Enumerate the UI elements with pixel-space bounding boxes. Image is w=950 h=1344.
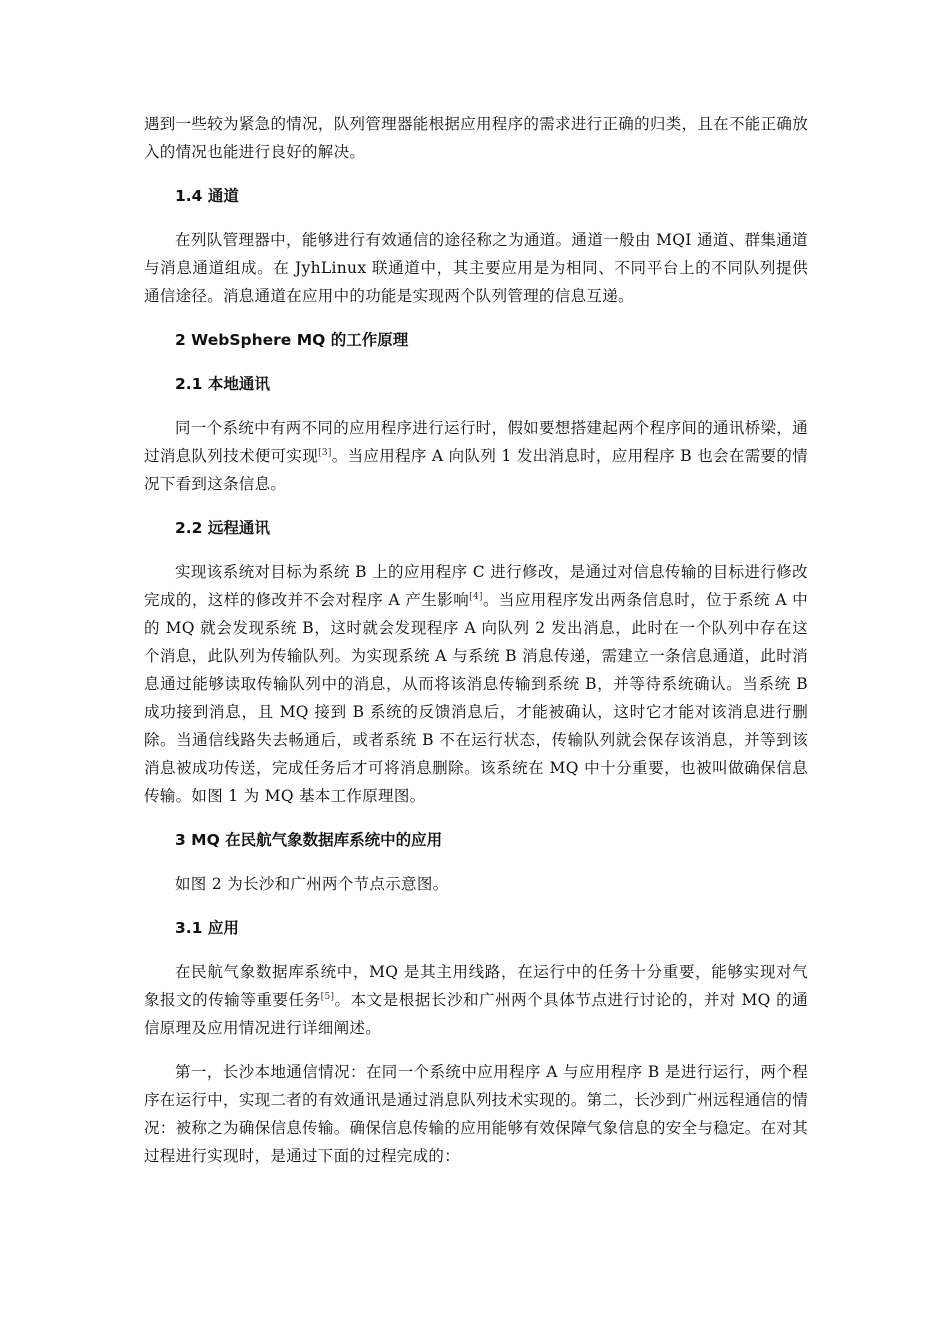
heading-3: 3 MQ 在民航气象数据库系统中的应用 [175, 831, 443, 849]
paragraph-3-1 [144, 958, 808, 1042]
paragraph-2-2-text-b: 。当应用程序发出两条信息时，位于系统 A 中的 MQ 就会发现系统 B，这时就会发现程序 A 向队列 2 发出消息，此时在一个队列中存在这个消息，此队列为传输队列。为实现系统 A 与系统 B 消息传递，需建立一条信息通道，此时消息通过能够读取传输队列中的消息，从而将该消息传输到系统 B，并等待系统确认。当系统 B 成功接到消息，且 MQ 接到 B 系统的反馈消息后，才能被确认，这时它才能对该消息进行删除。当通信线路失去畅通后，或者系统 B 不在运行状态，传输队列就会保存该消息，并等到该消息被成功传送，完成任务后才可将消息删除。该系统在 MQ 中十分重要，也被叫做确保信息传输。如图 1 为 MQ 基本工作原理图。 [144, 591, 808, 805]
paragraph-2-1-text-a: 同一个系统中有两不同的应用程序进行运行时，假如要想搭建起两个程序间的通讯桥梁，通过消息队列技术便可实现 [144, 419, 808, 465]
heading-1-4: 1.4 通道 [175, 187, 239, 205]
citation-ref-4[interactable]: [4] [469, 591, 483, 602]
citation-ref-5[interactable]: [5] [320, 991, 335, 1002]
document-page [144, 110, 808, 1186]
paragraph-3 [144, 870, 808, 898]
paragraph-1-4-text: 在列队管理器中，能够进行有效通信的途径称之为通道。通道一般由 MQI 通道、群集通道与消息通道组成。在 JyhLinux 联通道中，其主要应用是为相同、不同平台上的不同队列提供通信途径。消息通道在应用中的功能是实现两个队列管理的信息互递。 [144, 231, 808, 305]
paragraph-3-1-text-a: 在民航气象数据库系统中，MQ 是其主用线路，在运行中的任务十分重要，能够实现对气象报文的传输等重要任务 [144, 963, 808, 1009]
paragraph-2-2-text-a: 实现该系统对目标为系统 B 上的应用程序 C 进行修改，是通过对信息传输的目标进行修改完成的，这样的修改并不会对程序 A 产生影响 [144, 563, 808, 609]
heading-3-1: 3.1 应用 [175, 919, 239, 937]
paragraph-last [144, 1058, 808, 1170]
paragraph-intro [144, 110, 808, 166]
paragraph-2-1 [144, 414, 808, 498]
heading-2-1: 2.1 本地通讯 [175, 375, 270, 393]
paragraph-1-4 [144, 226, 808, 310]
citation-ref-3[interactable]: [3] [318, 447, 332, 458]
paragraph-2-1-text-b: 。当应用程序 A 向队列 1 发出消息时，应用程序 B 也会在需要的情况下看到这条信息。 [144, 447, 808, 493]
heading-2-2: 2.2 远程通讯 [175, 519, 270, 537]
paragraph-3-text: 如图 2 为长沙和广州两个节点示意图。 [175, 875, 449, 893]
paragraph-intro-text: 遇到一些较为紧急的情况，队列管理器能根据应用程序的需求进行正确的归类，且在不能正确放入的情况也能进行良好的解决。 [144, 115, 808, 161]
heading-2: 2 WebSphere MQ 的工作原理 [175, 331, 409, 349]
paragraph-2-2 [144, 558, 808, 810]
paragraph-last-text: 第一，长沙本地通信情况：在同一个系统中应用程序 A 与应用程序 B 是进行运行，两个程序在运行中，实现二者的有效通讯是通过消息队列技术实现的。第二，长沙到广州远程通信的情况：被称之为确保信息传输。确保信息传输的应用能够有效保障气象信息的安全与稳定。在对其过程进行实现时，是通过下面的过程完成的： [144, 1063, 808, 1165]
paragraph-3-1-text-b: 。本文是根据长沙和广州两个具体节点进行讨论的，并对 MQ 的通信原理及应用情况进行详细阐述。 [144, 991, 808, 1037]
